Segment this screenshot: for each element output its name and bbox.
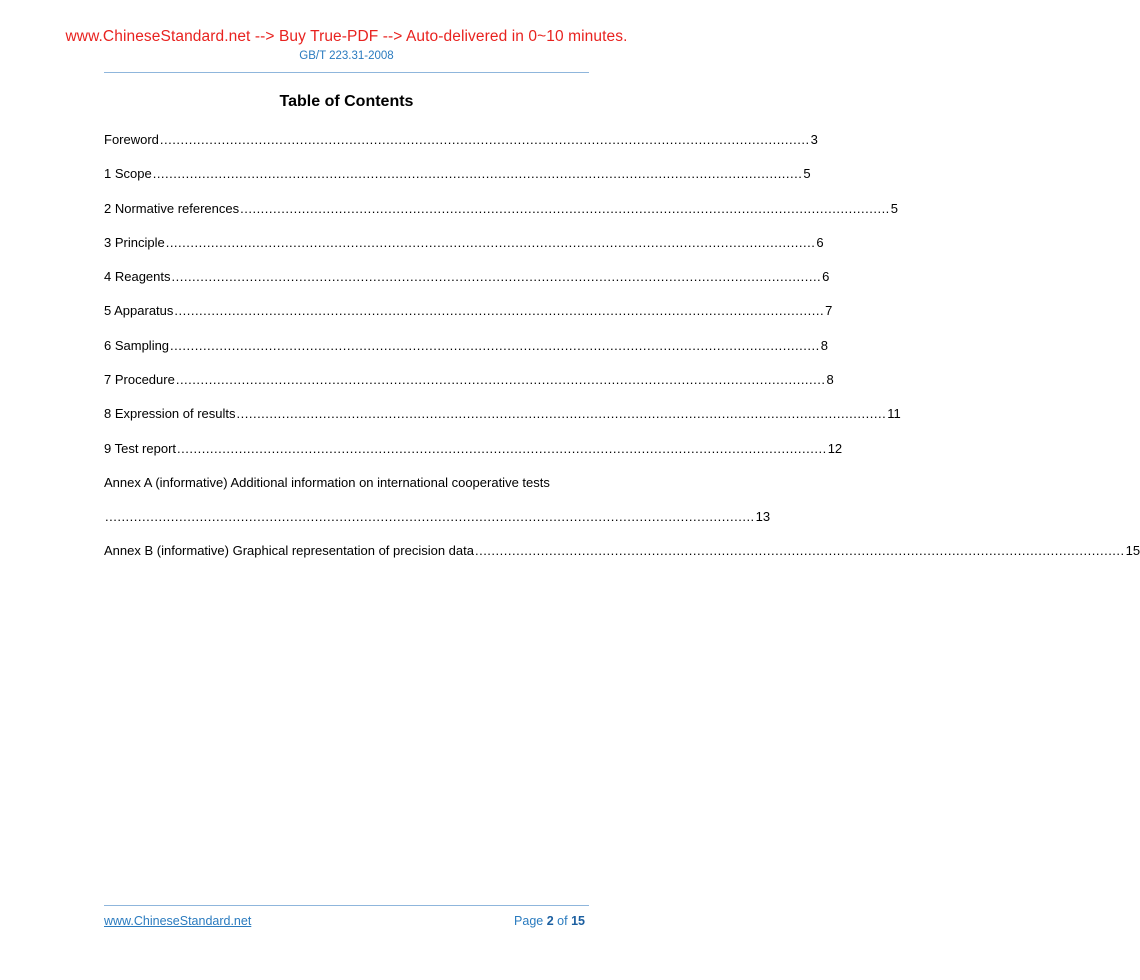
toc-leader-dots: .............................................................................................................................................................. [175, 372, 826, 388]
table-of-contents [104, 130, 1140, 575]
toc-entry-procedure[interactable] [104, 370, 834, 404]
toc-entry-label: 2 Normative references [104, 200, 240, 216]
toc-entry-reagents[interactable] [104, 267, 830, 301]
toc-entry-foreword[interactable] [104, 130, 818, 164]
toc-entry-continuation [104, 507, 771, 541]
page-current: 2 [546, 914, 554, 928]
page-total: 15 [571, 914, 585, 928]
toc-entry-label: Annex A (informative) Additional information on international cooperative tests [104, 474, 550, 490]
toc-entry-page: 11 [887, 406, 901, 422]
toc-leader-dots: .............................................................................................................................................................. [171, 269, 822, 285]
toc-leader-dots: .............................................................................................................................................................. [105, 508, 755, 524]
toc-entry-scope[interactable] [104, 164, 811, 198]
toc-leader-dots: .............................................................................................................................................................. [474, 542, 1125, 558]
toc-entry-sampling[interactable] [104, 336, 828, 370]
toc-entry-label: 8 Expression of results [104, 406, 236, 422]
toc-entry-label: 6 Sampling [104, 337, 170, 353]
toc-entry-principle[interactable] [104, 233, 824, 267]
promo-banner[interactable]: www.ChineseStandard.net --> Buy True-PDF --> Auto-delivered in 0~10 minutes. [65, 28, 628, 45]
page-number [514, 914, 585, 928]
toc-entry-page: 6 [822, 269, 830, 285]
toc-entry-page: 12 [827, 440, 843, 456]
toc-leader-dots: .............................................................................................................................................................. [159, 132, 810, 147]
toc-leader-dots: .............................................................................................................................................................. [177, 440, 827, 456]
toc-entry-label: Annex B (informative) Graphical representation of precision data [104, 542, 474, 558]
toc-leader-dots: .............................................................................................................................................................. [170, 337, 820, 353]
toc-entry-annex-b[interactable] [104, 541, 1140, 575]
toc-leader-dots: .............................................................................................................................................................. [240, 200, 890, 216]
page-of: of [557, 914, 568, 928]
toc-entry-label: Foreword [104, 132, 159, 147]
toc-entry-page: 7 [825, 303, 833, 319]
toc-entry-label: 7 Procedure [104, 372, 175, 388]
toc-leader-dots: .............................................................................................................................................................. [152, 166, 803, 182]
toc-entry-page: 15 [1125, 542, 1140, 558]
toc-entry-expression-of-results[interactable] [104, 404, 901, 438]
toc-leader-dots: .............................................................................................................................................................. [165, 234, 816, 250]
page-prefix: Page [514, 914, 544, 928]
toc-leader-dots: .............................................................................................................................................................. [236, 406, 887, 422]
toc-leader-dots: .............................................................................................................................................................. [174, 303, 825, 319]
toc-entry-label: 9 Test report [104, 440, 177, 456]
toc-entry-page: 8 [820, 337, 828, 353]
document-id: GB/T 223.31-2008 [299, 50, 394, 62]
toc-entry-apparatus[interactable] [104, 301, 833, 335]
footer-divider [104, 905, 589, 906]
footer-site-link[interactable]: www.ChineseStandard.net [104, 914, 252, 928]
toc-entry-normative-references[interactable] [104, 199, 899, 233]
toc-entry-test-report[interactable] [104, 439, 843, 473]
toc-entry-label: 1 Scope [104, 166, 152, 182]
toc-entry-label: 3 Principle [104, 234, 165, 250]
toc-entry-label: 4 Reagents [104, 269, 171, 285]
toc-entry-page: 5 [890, 200, 899, 216]
toc-entry-label: 5 Apparatus [104, 303, 174, 319]
toc-entry-page: 8 [826, 372, 834, 388]
toc-entry-page: 3 [810, 132, 818, 147]
toc-entry-page: 13 [755, 508, 771, 524]
header-divider [104, 72, 589, 73]
toc-entry-annex-a[interactable] [104, 473, 771, 541]
toc-entry-page: 5 [803, 166, 811, 182]
toc-title: Table of Contents [279, 93, 414, 110]
toc-entry-page: 6 [816, 234, 824, 250]
